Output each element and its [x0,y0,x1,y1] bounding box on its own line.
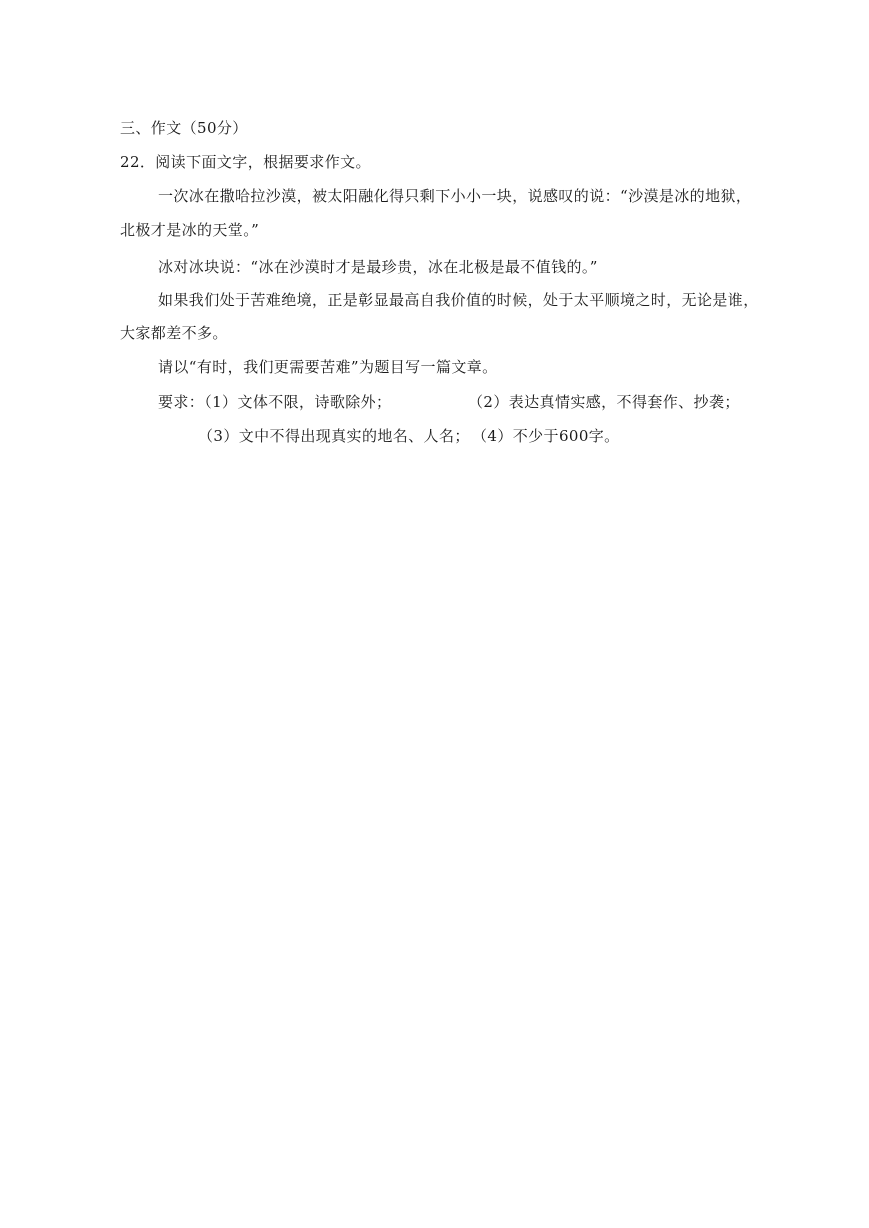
paragraph-2: 冰对冰块说：“冰在沙漠时才是最珍贵，冰在北极是最不值钱的。” [158,258,598,276]
essay-title-instruction: 请以“有时，我们更需要苦难”为题目写一篇文章。 [158,358,498,376]
paragraph-1-line-1: 一次冰在撒哈拉沙漠，被太阳融化得只剩下小小一块，说感叹的说：“沙漠是冰的地狱， [158,187,752,205]
question-prompt: 22．阅读下面文字，根据要求作文。 [120,153,371,171]
requirement-3: （3）文中不得出现真实的地名、人名； [198,427,470,445]
requirement-2: （2）表达真情实感，不得套作、抄袭； [468,393,740,411]
requirement-4: （4）不少于600字。 [472,427,620,445]
paragraph-3-line-1: 如果我们处于苦难绝境，正是彰显最高自我价值的时候，处于太平顺境之时，无论是谁， [158,291,759,309]
paragraph-3-line-2: 大家都差不多。 [120,324,228,342]
requirement-1: 要求：（1）文体不限，诗歌除外； [158,393,392,411]
section-heading: 三、作文（50分） [120,119,248,137]
paragraph-1-line-2: 北极才是冰的天堂。” [120,221,260,239]
